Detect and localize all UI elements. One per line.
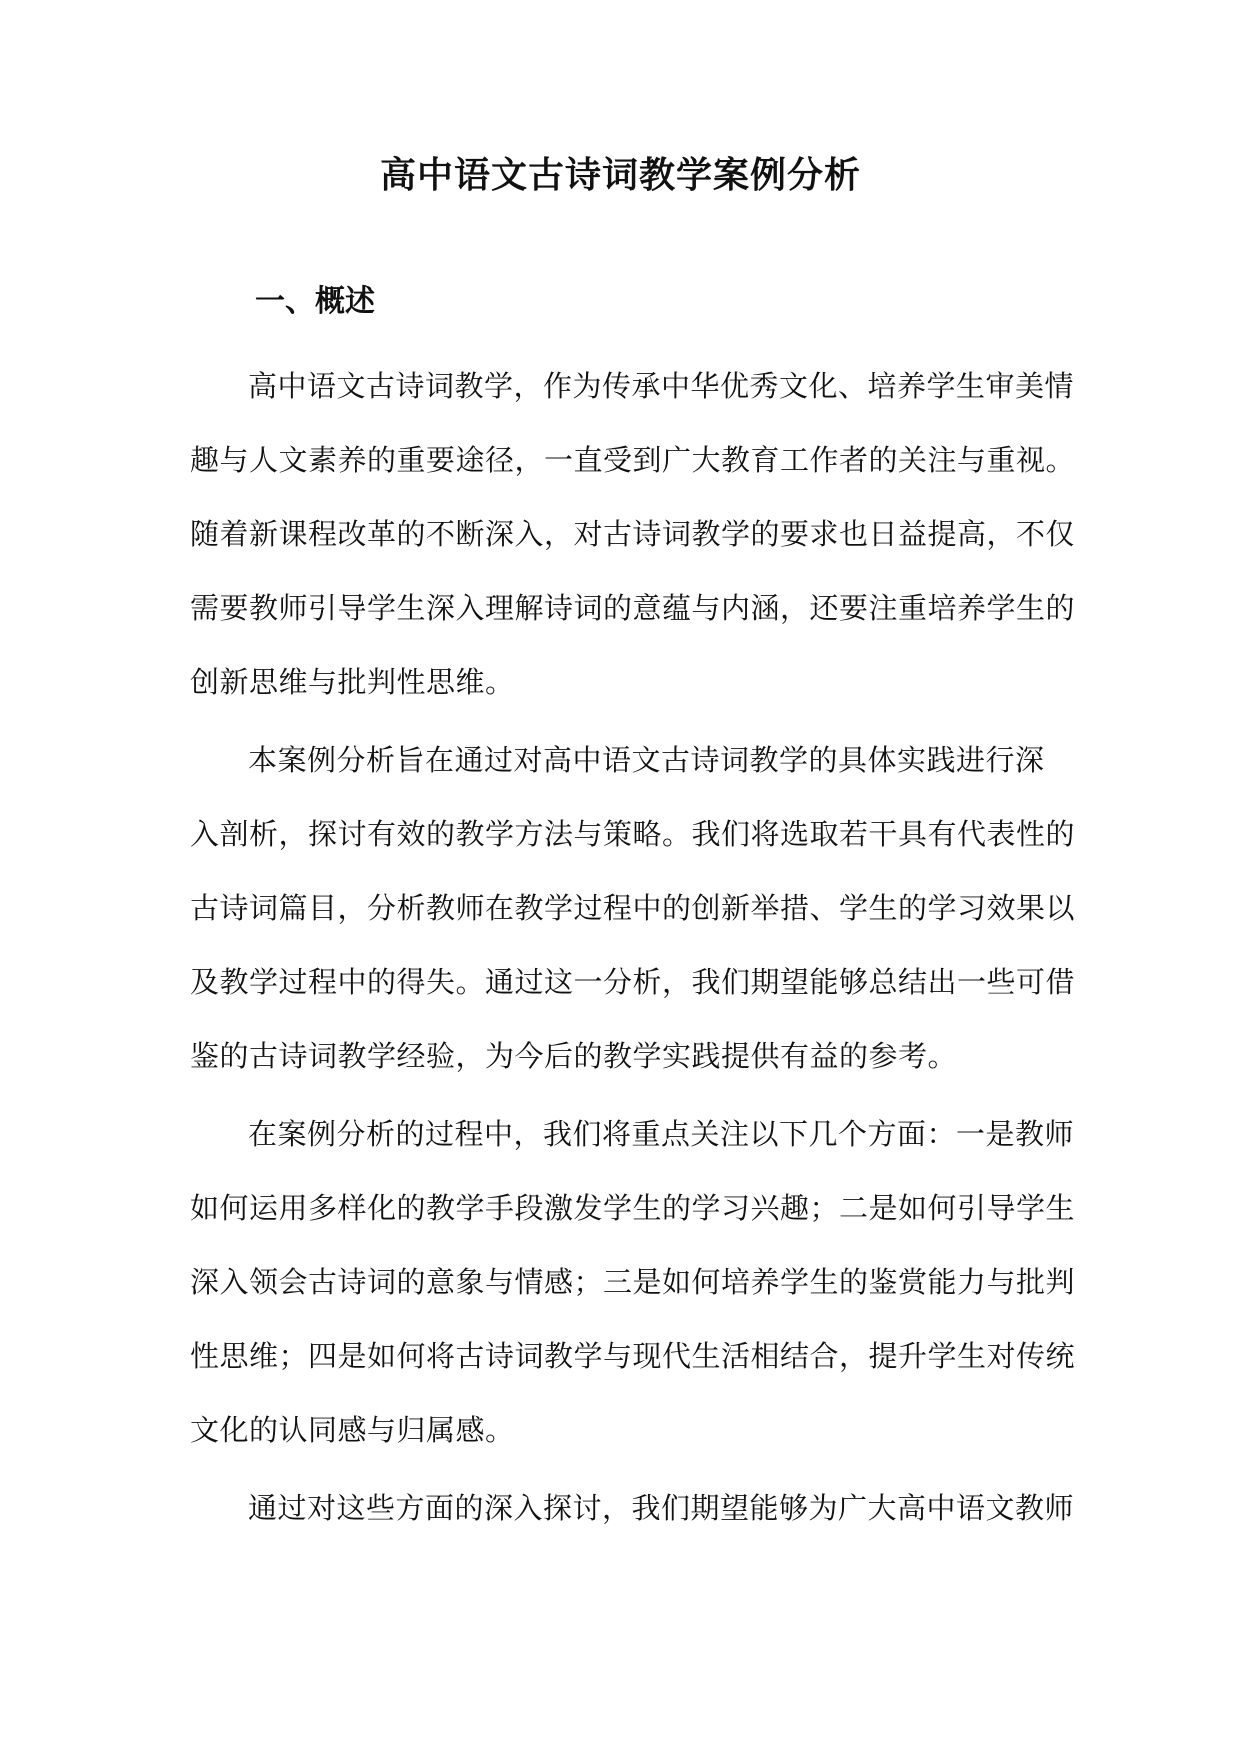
paragraph-line: 如何运用多样化的教学手段激发学生的学习兴趣；二是如何引导学生 (190, 1191, 1076, 1225)
paragraph-line: 创新思维与批判性思维。 (190, 665, 515, 699)
paragraph-line: 通过对这些方面的深入探讨，我们期望能够为广大高中语文教师 (248, 1491, 1075, 1525)
document-title: 高中语文古诗词教学案例分析 (379, 154, 861, 196)
paragraph-line: 在案例分析的过程中，我们将重点关注以下几个方面：一是教师 (248, 1117, 1075, 1151)
paragraph-line: 鉴的古诗词教学经验，为今后的教学实践提供有益的参考。 (190, 1039, 958, 1073)
paragraph-line: 需要教师引导学生深入理解诗词的意蕴与内涵，还要注重培养学生的 (190, 591, 1076, 625)
paragraph-line: 高中语文古诗词教学，作为传承中华优秀文化、培养学生审美情 (248, 369, 1075, 403)
paragraph-line: 深入领会古诗词的意象与情感；三是如何培养学生的鉴赏能力与批判 (190, 1265, 1076, 1299)
paragraph-line: 随着新课程改革的不断深入，对古诗词教学的要求也日益提高，不仅 (190, 517, 1076, 551)
paragraph-line: 文化的认同感与归属感。 (190, 1413, 515, 1447)
section-heading: 一、概述 (255, 284, 375, 319)
paragraph-line: 入剖析，探讨有效的教学方法与策略。我们将选取若干具有代表性的 (190, 817, 1076, 851)
paragraph-line: 本案例分析旨在通过对高中语文古诗词教学的具体实践进行深 (248, 743, 1045, 777)
paragraph-line: 趣与人文素养的重要途径，一直受到广大教育工作者的关注与重视。 (190, 443, 1076, 477)
paragraph-line: 古诗词篇目，分析教师在教学过程中的创新举措、学生的学习效果以 (190, 891, 1076, 925)
paragraph-line: 及教学过程中的得失。通过这一分析，我们期望能够总结出一些可借 (190, 965, 1076, 999)
paragraph-line: 性思维；四是如何将古诗词教学与现代生活相结合，提升学生对传统 (190, 1339, 1076, 1373)
